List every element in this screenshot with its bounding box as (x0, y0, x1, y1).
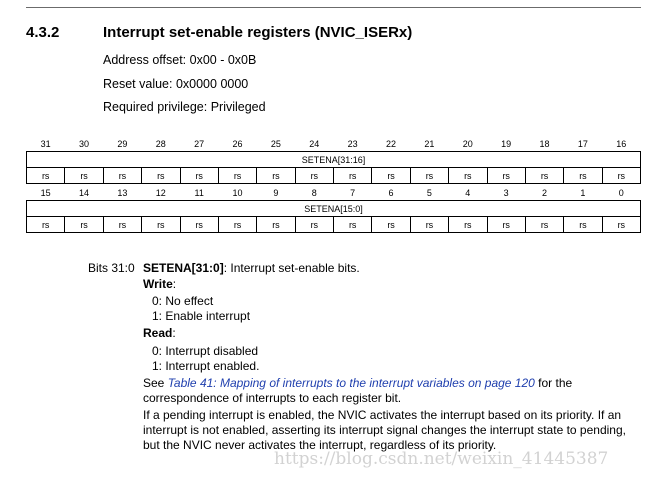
bit-number: 23 (347, 139, 358, 149)
access-cell: rs (602, 217, 640, 233)
watermark: https://blog.csdn.net/weixin_41445387 (274, 449, 609, 469)
access-cell: rs (487, 168, 525, 184)
bit-number: 7 (350, 188, 356, 198)
bit-number: 14 (79, 188, 90, 198)
address-offset: Address offset: 0x00 - 0x0B (103, 53, 257, 67)
access-cell: rs (372, 168, 410, 184)
bit-number: 31 (40, 139, 51, 149)
access-cell: rs (27, 168, 65, 184)
access-cell: rs (410, 217, 448, 233)
required-privilege: Required privilege: Privileged (103, 100, 266, 114)
bit-number: 24 (309, 139, 320, 149)
access-cell: rs (65, 168, 103, 184)
access-cell: rs (257, 217, 295, 233)
read-label: Read: (143, 326, 176, 340)
paragraph-line-2: interrupt is not enabled, asserting its interrupt signal changes the interrupt state to pending, (143, 423, 626, 437)
bit-number: 8 (311, 188, 317, 198)
section-title: Interrupt set-enable registers (NVIC_ISERx) (103, 24, 413, 41)
register-table-low (26, 186, 641, 233)
access-cell: rs (525, 168, 563, 184)
bit-number: 15 (40, 188, 51, 198)
field-setena-high: SETENA[31:16] (27, 152, 641, 168)
paragraph-line-3: but the NVIC never activates the interrupt, regardless of its priority. (143, 438, 497, 452)
access-cell: rs (142, 217, 180, 233)
access-row-low (27, 217, 641, 233)
field-summary (143, 261, 360, 276)
access-cell: rs (487, 217, 525, 233)
bit-number: 25 (270, 139, 281, 149)
reset-value: Reset value: 0x0000 0000 (103, 77, 249, 91)
top-rule (26, 7, 641, 8)
access-cell: rs (27, 217, 65, 233)
access-cell: rs (334, 217, 372, 233)
bit-number: 20 (462, 139, 473, 149)
access-cell: rs (410, 168, 448, 184)
bit-number: 6 (388, 188, 394, 198)
access-cell: rs (218, 217, 256, 233)
bit-number: 13 (117, 188, 128, 198)
bit-number: 17 (577, 139, 588, 149)
access-cell: rs (564, 217, 602, 233)
access-row-high (27, 168, 641, 184)
access-cell: rs (334, 168, 372, 184)
bit-number: 28 (155, 139, 166, 149)
read-option-0: 0: Interrupt disabled (152, 344, 259, 358)
bit-number: 21 (424, 139, 435, 149)
bit-number: 4 (465, 188, 471, 198)
write-label: Write: (143, 277, 177, 291)
access-cell: rs (257, 168, 295, 184)
access-cell: rs (602, 168, 640, 184)
bit-number: 22 (386, 139, 397, 149)
bit-number: 5 (426, 188, 432, 198)
bit-number: 1 (580, 188, 586, 198)
access-cell: rs (142, 168, 180, 184)
see-reference-cont: correspondence of interrupts to each register bit. (143, 391, 402, 405)
bit-number-row-high (27, 137, 641, 152)
field-name: SETENA[31:0] (143, 261, 224, 275)
bit-number: 29 (117, 139, 128, 149)
access-cell: rs (180, 217, 218, 233)
bit-number-row-low (27, 186, 641, 201)
bit-number: 9 (273, 188, 279, 198)
bit-number: 12 (155, 188, 166, 198)
access-cell: rs (218, 168, 256, 184)
table-41-link[interactable]: Table 41: Mapping of interrupts to the interrupt variables on page 120 (167, 376, 535, 390)
bit-number: 27 (194, 139, 205, 149)
write-option-0: 0: No effect (152, 294, 214, 308)
field-description: : Interrupt set-enable bits. (223, 261, 360, 275)
bits-label: Bits 31:0 (88, 261, 135, 275)
access-cell: rs (180, 168, 218, 184)
bit-number: 18 (539, 139, 550, 149)
bit-number: 0 (618, 188, 624, 198)
write-option-1: 1: Enable interrupt (152, 309, 251, 323)
section-number: 4.3.2 (26, 24, 60, 41)
bit-number: 26 (232, 139, 243, 149)
bit-number: 30 (79, 139, 90, 149)
bit-number: 2 (542, 188, 548, 198)
access-cell: rs (449, 217, 487, 233)
bit-number: 16 (616, 139, 627, 149)
access-cell: rs (449, 168, 487, 184)
bit-number: 3 (503, 188, 509, 198)
see-reference: See Table 41: Mapping of interrupts to the interrupt variables on page 120 for the (143, 376, 573, 390)
access-cell: rs (65, 217, 103, 233)
access-cell: rs (103, 217, 141, 233)
access-cell: rs (564, 168, 602, 184)
access-cell: rs (295, 168, 333, 184)
paragraph-line-1: If a pending interrupt is enabled, the NVIC activates the interrupt based on its priority. If an (143, 408, 622, 422)
bit-number: 19 (501, 139, 512, 149)
register-table-high (26, 137, 641, 184)
field-setena-low: SETENA[15:0] (27, 201, 641, 217)
access-cell: rs (525, 217, 563, 233)
bit-number: 10 (232, 188, 243, 198)
access-cell: rs (372, 217, 410, 233)
access-cell: rs (295, 217, 333, 233)
access-cell: rs (103, 168, 141, 184)
bit-number: 11 (194, 188, 204, 198)
read-option-1: 1: Interrupt enabled. (152, 359, 260, 373)
